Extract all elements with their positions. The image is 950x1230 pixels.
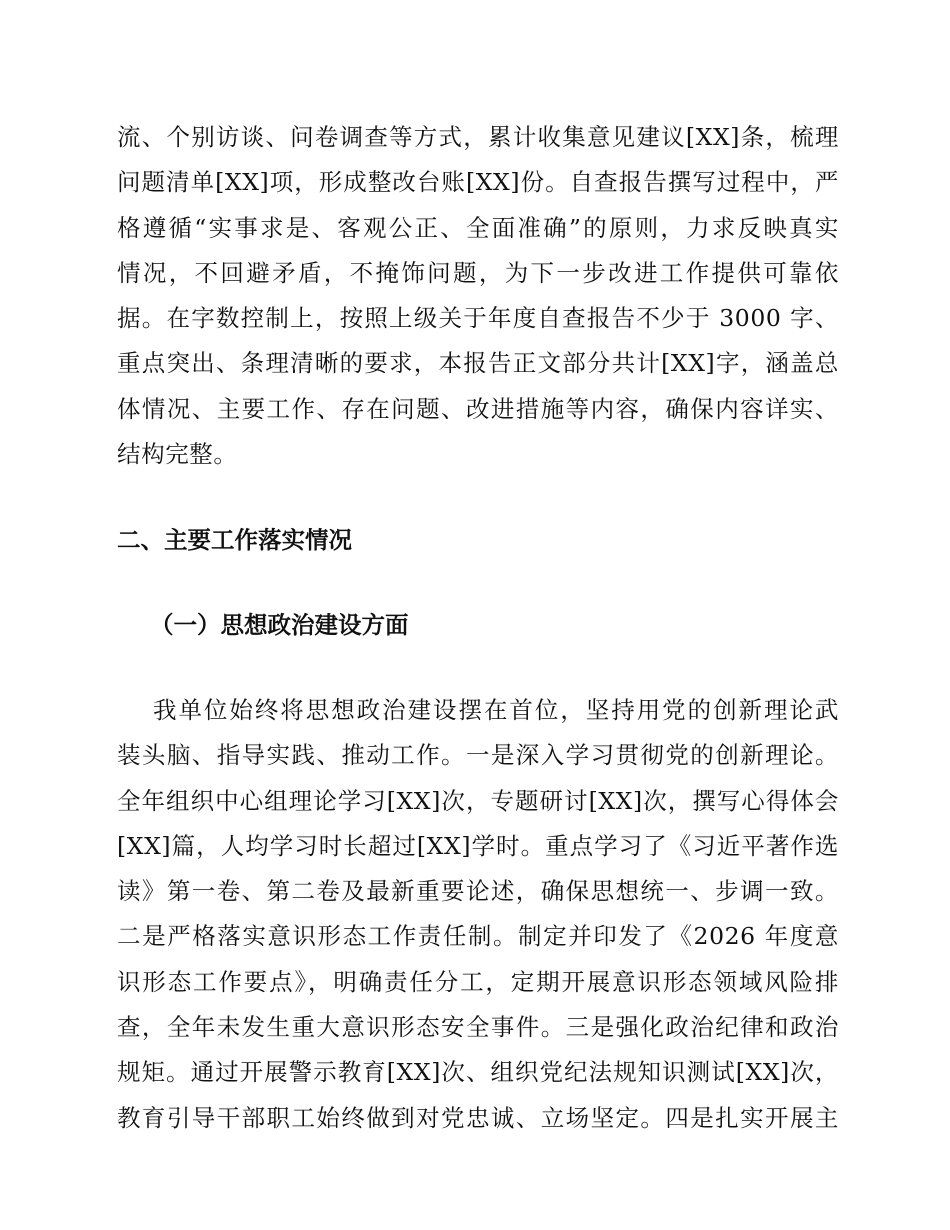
paragraph-line: 体情况、主要工作、存在问题、改进措施等内容，确保内容详实、 xyxy=(117,394,839,423)
paragraph-line: 重点突出、条理清晰的要求，本报告正文部分共计[XX]字，涵盖总 xyxy=(117,349,839,378)
body-paragraph xyxy=(117,688,839,1141)
paragraph-line: 读》第一卷、第二卷及最新重要论述，确保思想统一、步调一致。 xyxy=(117,877,839,906)
paragraph-line: 查，全年未发生重大意识形态安全事件。三是强化政治纪律和政治 xyxy=(117,1013,839,1042)
paragraph-line: 情况，不回避矛盾，不掩饰问题，为下一步改进工作提供可靠依 xyxy=(117,258,839,287)
paragraph-line: [XX]篇，人均学习时长超过[XX]学时。重点学习了《习近平著作选 xyxy=(117,831,839,860)
paragraph-line: 规矩。通过开展警示教育[XX]次、组织党纪法规知识测试[XX]次， xyxy=(117,1058,839,1087)
subsection-heading: （一）思想政治建设方面 xyxy=(150,611,409,639)
paragraph-line: 问题清单[XX]项，形成整改台账[XX]份。自查报告撰写过程中，严 xyxy=(117,168,839,197)
paragraph-line: 教育引导干部职工始终做到对党忠诚、立场坚定。四是扎实开展主 xyxy=(117,1103,839,1132)
paragraph-line: 结构完整。 xyxy=(117,440,238,469)
paragraph-line: 全年组织中心组理论学习[XX]次，专题研讨[XX]次，撰写心得体会 xyxy=(117,786,839,815)
paragraph-line: 识形态工作要点》，明确责任分工，定期开展意识形态领域风险排 xyxy=(117,967,839,996)
paragraph-line: 据。在字数控制上，按照上级关于年度自查报告不少于 3000 字、 xyxy=(117,304,839,333)
paragraph-line: 流、个别访谈、问卷调查等方式，累计收集意见建议[XX]条，梳理 xyxy=(117,123,839,151)
paragraph-line: 二是严格落实意识形态工作责任制。制定并印发了《2026 年度意 xyxy=(117,922,839,951)
section-heading: 二、主要工作落实情况 xyxy=(117,526,352,554)
intro-paragraph xyxy=(117,115,839,477)
paragraph-line: 格遵循“实事求是、客观公正、全面准确”的原则，力求反映真实 xyxy=(117,213,839,242)
paragraph-line: 装头脑、指导实践、推动工作。一是深入学习贯彻党的创新理论。 xyxy=(117,741,839,770)
paragraph-line: 我单位始终将思想政治建设摆在首位，坚持用党的创新理论武 xyxy=(153,696,839,724)
